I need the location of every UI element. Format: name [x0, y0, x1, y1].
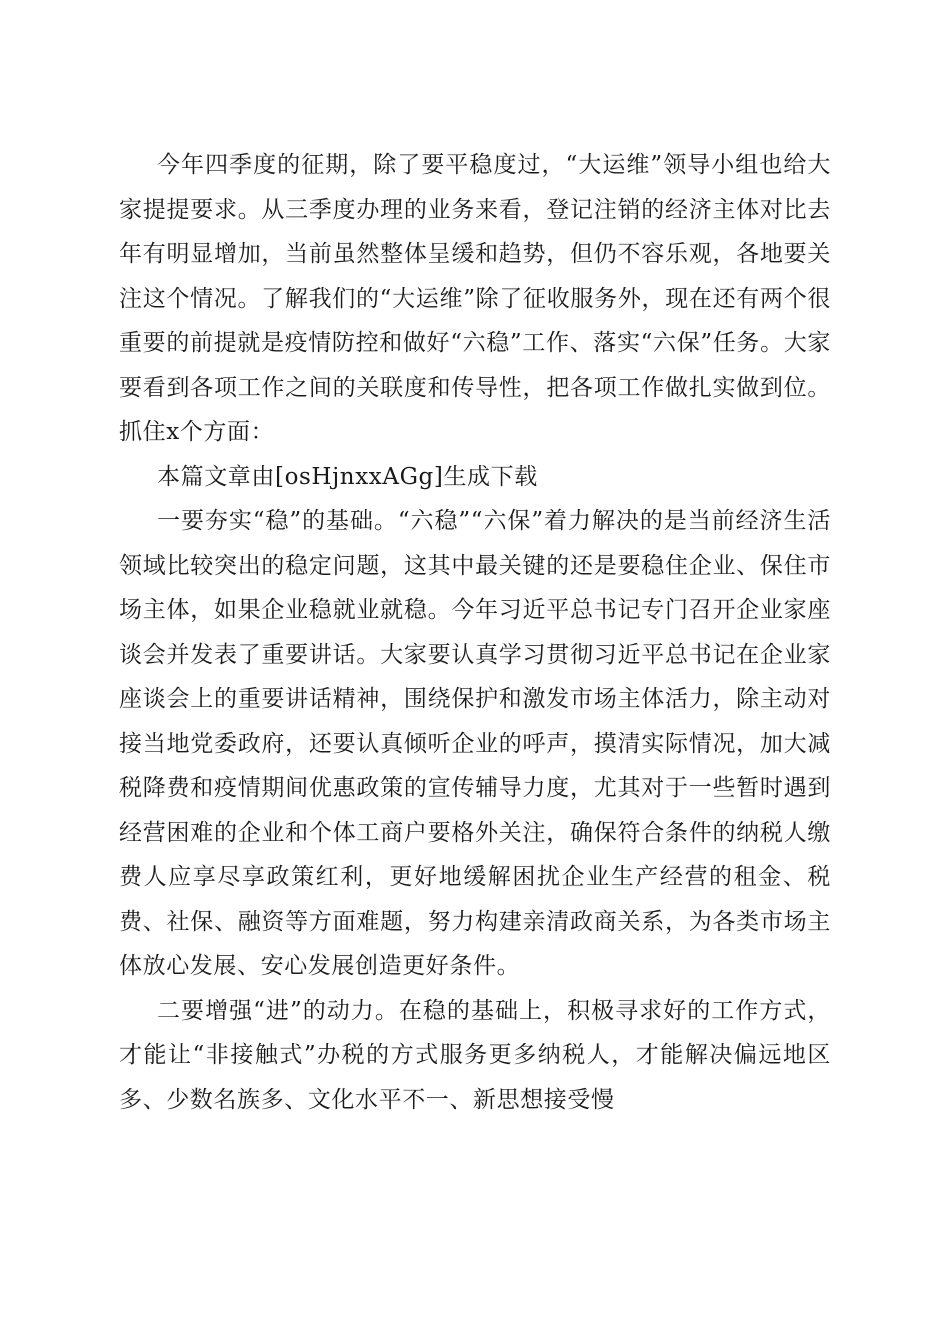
document-body: [119, 143, 831, 1122]
paragraph-stability-foundation: 一要夯实“稳”的基础。“六稳”“六保”着力解决的是当前经济生活领域比较突出的稳定问题，这其中最关键的还是要稳住企业、保住市场主体，如果企业稳就业就稳。今年习近平总书记专门召开企业家座谈会并发表了重要讲话。大家要认真学习贯彻习近平总书记在企业家座谈会上的重要讲话精神，围绕保护和激发市场主体活力，除主动对接当地党委政府，还要认真倾听企业的呼声，摸清实际情况，加大减税降费和疫情期间优惠政策的宣传辅导力度，尤其对于一些暂时遇到经营困难的企业和个体工商户要格外关注，确保符合条件的纳税人缴费人应享尽享政策红利，更好地缓解困扰企业生产经营的租金、税费、社保、融资等方面难题，努力构建亲清政商关系，为各类市场主体放心发展、安心发展创造更好条件。: [119, 508, 831, 979]
paragraph-progress-momentum: 二要增强“进”的动力。在稳的基础上，积极寻求好的工作方式，才能让“非接触式”办税的方式服务更多纳税人，才能解决偏远地区多、少数名族多、文化水平不一、新思想接受慢: [119, 997, 831, 1113]
download-note: 本篇文章由[osHjnxxAGg]生成下载: [157, 463, 538, 490]
paragraph-q4-requirements: 今年四季度的征期，除了要平稳度过，“大运维”领导小组也给大家提提要求。从三季度办理的业务来看，登记注销的经济主体对比去年有明显增加，当前虽然整体呈缓和趋势，但仍不容乐观，各地要关注这个情况。了解我们的“大运维”除了征收服务外，现在还有两个很重要的前提就是疫情防控和做好“六稳”工作、落实“六保”任务。大家要看到各项工作之间的关联度和传导性，把各项工作做扎实做到位。抓住x个方面：: [119, 152, 831, 445]
